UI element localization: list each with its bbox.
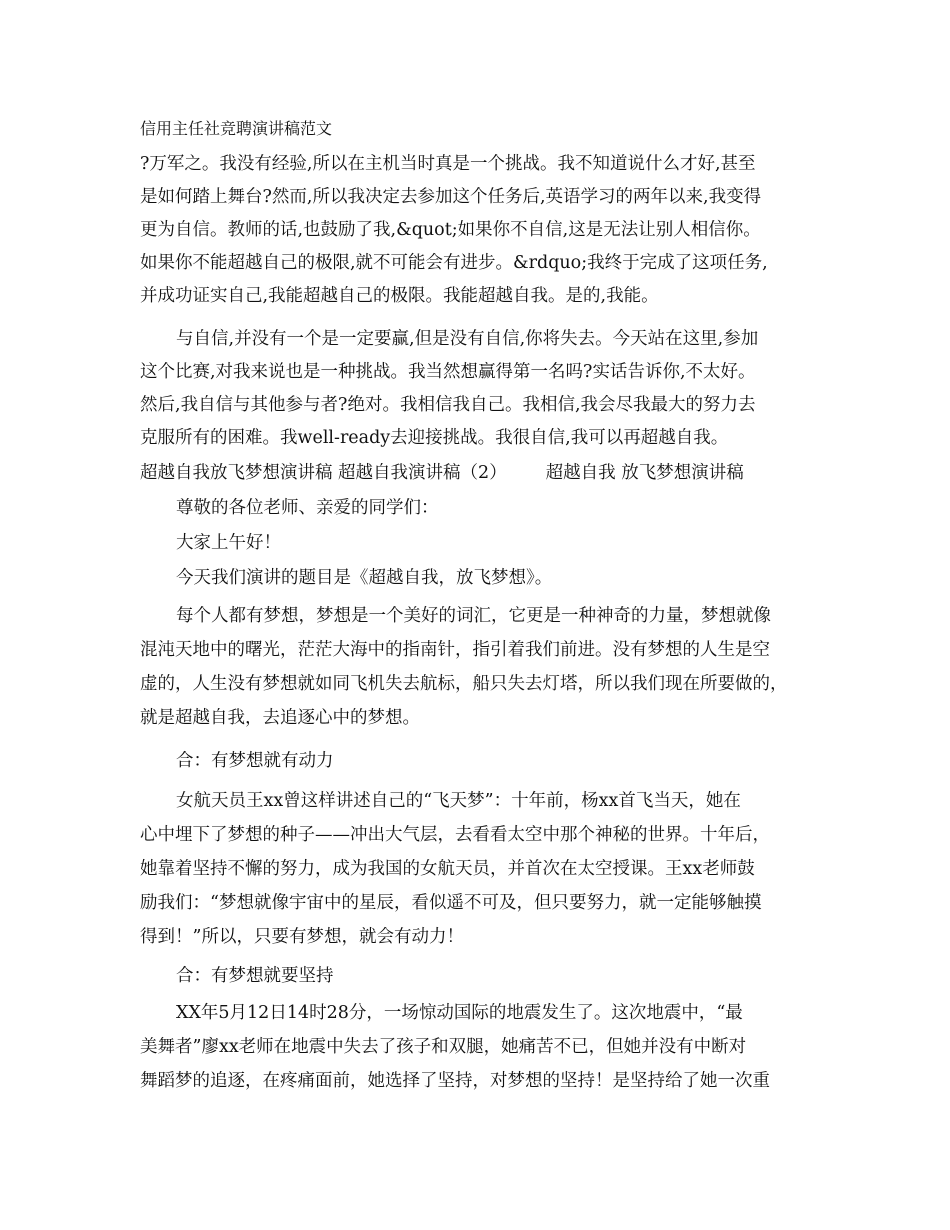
text-line: 是如何踏上舞台?然而,所以我决定去参加这个任务后,英语学习的两年以来,我变得 <box>140 187 762 207</box>
text-line: 得到！”所以，只要有梦想，就会有动力！ <box>140 927 464 947</box>
greeting: 大家上午好！ <box>176 533 281 553</box>
text-line: 克服所有的困难。我well-ready去迎接挑战。我很自信,我可以再超越自我。 <box>140 428 729 448</box>
text-line: 虚的，人生没有梦想就如同飞机失去航标，船只失去灯塔，所以我们现在所要做的， <box>140 674 788 694</box>
text-line: 更为自信。教师的话,也鼓励了我,&quot;如果你不自信,这是无法让别人相信你。 <box>140 220 761 240</box>
subheading: 合：有梦想就要坚持 <box>176 966 334 986</box>
text-line: 她靠着坚持不懈的努力，成为我国的女航天员，并首次在太空授课。王xx老师鼓 <box>140 859 755 879</box>
text-line: 混沌天地中的曙光，茫茫大海中的指南针，指引着我们前进。没有梦想的人生是空 <box>140 640 770 660</box>
text-line: 与自信,并没有一个是一定要赢,但是没有自信,你将失去。今天站在这里,参加 <box>176 329 759 349</box>
text-line: 舞蹈梦的追逐，在疼痛面前，她选择了坚持，对梦想的坚持！是坚持给了她一次重 <box>140 1071 770 1091</box>
text-line: 如果你不能超越自己的极限,就不可能会有进步。&rdquo;我终于完成了这项任务, <box>140 253 768 273</box>
text-line: 就是超越自我，去追逐心中的梦想。 <box>140 708 420 728</box>
text-line: 美舞者”廖xx老师在地震中失去了孩子和双腿，她痛苦不已，但她并没有中断对 <box>140 1037 747 1057</box>
document-title: 信用主任社竞聘演讲稿范文 <box>140 119 333 138</box>
text-line: 然后,我自信与其他参与者?绝对。我相信我自己。我相信,我会尽我最大的努力去 <box>140 395 756 415</box>
text-line: 女航天员王xx曾这样讲述自己的“飞天梦”：十年前，杨xx首飞当天，她在 <box>176 791 741 811</box>
text-line: XX年5月12日14时28分，一场惊动国际的地震发生了。这次地震中，“最 <box>176 1003 743 1023</box>
text-line: 并成功证实自己,我能超越自己的极限。我能超越自我。是的,我能。 <box>140 286 659 306</box>
subheading: 合：有梦想就有动力 <box>176 751 334 771</box>
speech-topic: 今天我们演讲的题目是《超越自我，放飞梦想》。 <box>176 568 553 588</box>
text-line: 励我们：“梦想就像宇宙中的星辰，看似遥不可及，但只要努力，就一定能够触摸 <box>140 893 762 913</box>
text-line: 心中埋下了梦想的种子——冲出大气层，去看看太空中那个神秘的世界。十年后， <box>140 825 770 845</box>
text-line: 每个人都有梦想，梦想是一个美好的词汇，它更是一种神奇的力量，梦想就像 <box>176 606 771 626</box>
text-line: ?万军之。我没有经验,所以在主机当时真是一个挑战。我不知道说什么才好,甚至 <box>140 154 756 174</box>
salutation: 尊敬的各位老师、亲爱的同学们： <box>176 498 439 518</box>
section-heading-line: 超越自我放飞梦想演讲稿 超越自我演讲稿（2） 超越自我 放飞梦想演讲稿 <box>140 463 744 483</box>
text-line: 这个比赛,对我来说也是一种挑战。我当然想赢得第一名吗?实话告诉你,不太好。 <box>140 362 756 382</box>
